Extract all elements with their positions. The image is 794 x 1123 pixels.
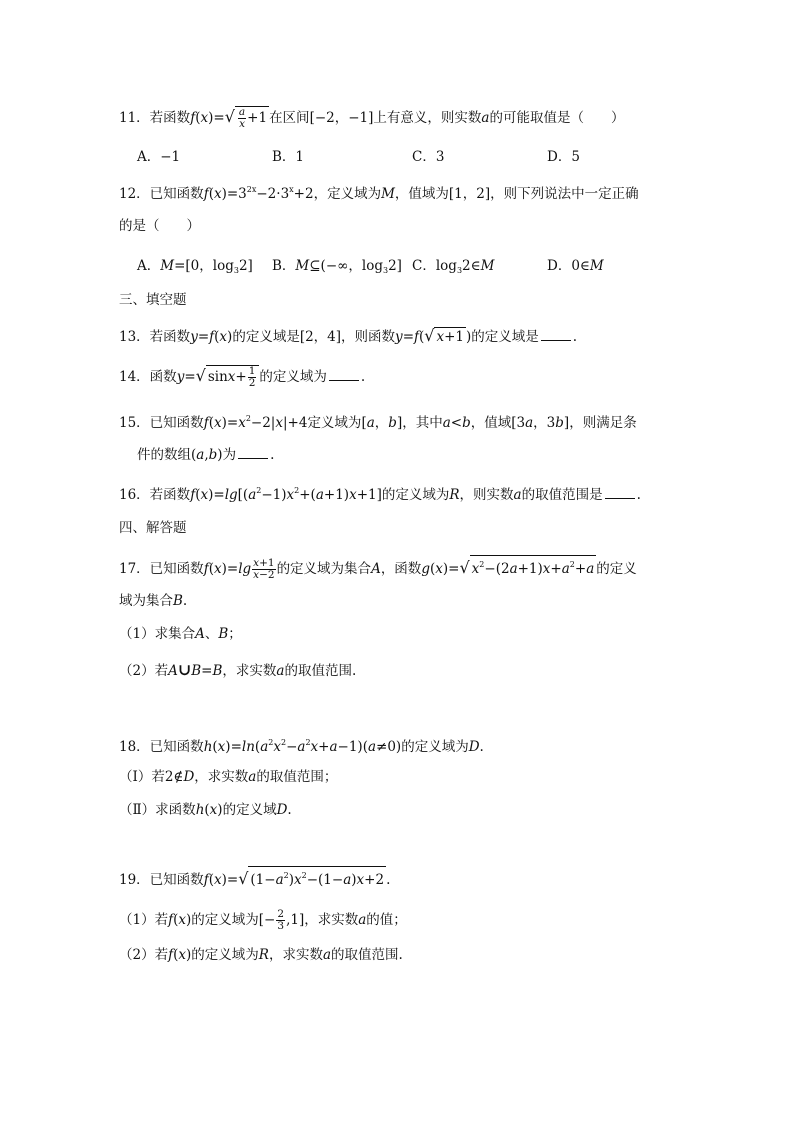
question-16: 16．若函数$f(x)=\lg[(a^2-1)x^2+(a+1)x+1]$的定义域为R，则实数a的取值范围是 . — [119, 486, 641, 503]
q17-text-7: 、 — [204, 626, 219, 642]
q17-text-4: 的定义 — [596, 561, 637, 577]
q15-text-6: 件的数组 — [137, 447, 191, 463]
q18-text-2: 的定义域为 — [401, 739, 469, 755]
q18-text-4: ，求实数 — [194, 769, 249, 785]
q19-text-2: （1）若 — [119, 912, 169, 928]
q14-text-2: 的定义域为 — [259, 369, 327, 385]
q19-part-2: （2）若f(x)的定义域为R，求实数a的取值范围. — [119, 947, 403, 963]
q12-option-b-label: B． — [272, 258, 296, 274]
q17-text-5: 域为集合 — [119, 593, 173, 609]
q11-text-4: 的可能取值是（ ） — [489, 110, 625, 126]
q15-line-2: 件的数组(a,b)为 . — [137, 447, 275, 463]
q19-text-8: ，求实数 — [268, 947, 323, 963]
q11-formula: f — [190, 110, 196, 126]
q17-text-2: 的定义域为集合 — [276, 561, 372, 577]
q15-text-2: 定义域为 — [307, 415, 362, 431]
q18-part-1: （Ⅰ）若2∉D，求实数a的取值范围； — [119, 769, 338, 785]
q15-text: 15．已知函数 — [119, 415, 204, 431]
section-fill-in-heading: 三、填空题 — [119, 292, 187, 308]
q11-option-a: A．−1 — [137, 149, 181, 165]
q19-text: 19．已知函数 — [119, 872, 204, 888]
question-19: 19．已知函数f(x)=√ $(1-a^2)x^2-(1-a)x+2$ . — [119, 866, 390, 889]
q12-text: 12．已知函数 — [119, 186, 204, 202]
q12-option-d-label: D．0∈ — [547, 258, 590, 274]
answer-blank[interactable] — [541, 328, 571, 341]
q18-text-5: 的取值范围； — [256, 769, 338, 785]
q16-text: 16．若函数 — [119, 487, 191, 503]
question-15: 15．已知函数$f(x)=x^2-2|x|+4$定义域为[a，b]，其中a<b，值域[3a，3b]，则满足条 — [119, 414, 637, 431]
q15-text-3: ，其中 — [402, 415, 443, 431]
q15-text-4: ，值域 — [470, 415, 512, 431]
q19-text-3: 的定义域为 — [191, 912, 259, 928]
question-11-stem: 11．若函数f(x)=√ $\frac{a}{x}$ +1 在区间[−2，−1]上有意义，则实数a的可能取值是（ ） — [119, 106, 625, 130]
q18-part-2: （Ⅱ）求函数h(x)的定义域D. — [119, 802, 292, 818]
question-12-stem: 12．已知函数$f(x)=3^{2x}-2\cdot 3^x+2$，定义域为M，值域为[1，2]，则下列说法中一定正确 — [119, 185, 639, 202]
q16-text-3: ，则实数 — [459, 487, 514, 503]
q19-text-6: （2）若 — [119, 947, 169, 963]
q11-option-b: B．1 — [272, 149, 305, 165]
q19-text-4: ，求实数 — [304, 912, 359, 928]
q14-text: 14．函数 — [119, 369, 177, 385]
q17-line-2: 域为集合B. — [119, 593, 188, 609]
q12-line-2: 的是（ ） — [119, 218, 200, 234]
q11-sqrt: √ $\frac{a}{x}$ +1 — [224, 106, 268, 130]
q18-text: 18．已知函数 — [119, 739, 204, 755]
q11-text-3: 上有意义，则实数 — [373, 110, 482, 126]
q12-option-b: B．M⊆(−∞，$\log_32$] — [272, 258, 402, 275]
q17-text-9: ，求实数 — [222, 663, 277, 679]
q15-text-7: 为 — [222, 447, 237, 463]
q17-text-3: ，函数 — [380, 561, 422, 577]
answer-blank[interactable] — [605, 486, 635, 499]
q19-text-9: 的取值范围. — [331, 947, 403, 963]
q17-text: 17．已知函数 — [119, 561, 204, 577]
q12-range: [1，2] — [448, 186, 491, 202]
q13-text-4: 的定义域是 — [471, 329, 539, 345]
q18-text-7: 的定义域 — [222, 802, 277, 818]
q12-option-a: A．M=[0，$\log_32$] — [137, 258, 253, 275]
q13-text: 13．若函数 — [119, 329, 191, 345]
q11-interval: [−2，−1] — [309, 110, 374, 126]
q13-text-3: ，则函数 — [341, 329, 396, 345]
q11-text-2: 在区间 — [269, 110, 310, 126]
q12-option-c: C．$\log_32\in M$ — [412, 258, 495, 275]
q19-text-7: 的定义域为 — [191, 947, 259, 963]
q11-option-c: C．3 — [412, 149, 445, 165]
q16-text-4: 的取值范围是 — [521, 487, 603, 503]
q17-part-2: （2）若A∪B=B，求实数a的取值范围. — [119, 660, 357, 679]
section-answer-heading: 四、解答题 — [119, 520, 187, 536]
question-14: 14．函数y=√ sinx+ $\frac{1}{2}$ 的定义域为 . — [119, 365, 366, 389]
q12-option-d: D．0∈M — [547, 258, 604, 274]
q12-option-c-label: C． — [412, 258, 436, 274]
q11-text: 11．若函数 — [119, 110, 191, 126]
q18-text-6: （Ⅱ）求函数 — [119, 802, 196, 818]
q13-domain: [2，4] — [299, 329, 342, 345]
q16-text-2: 的定义域为 — [381, 487, 450, 503]
q15-text-5: ，则满足条 — [569, 415, 637, 431]
q12-text-2: ，定义域为 — [313, 186, 382, 202]
answer-blank[interactable] — [329, 368, 359, 381]
q19-text-5: 的值； — [366, 912, 407, 928]
q12-text-3: ，值域为 — [394, 186, 449, 202]
question-18: 18．已知函数$h(x)=\ln(a^2x^2-a^2x+a-1)(a\ne 0)$的定义域为D. — [119, 738, 484, 755]
q13-text-2: 的定义域是 — [232, 329, 300, 345]
q18-text-3: （Ⅰ）若 — [119, 769, 165, 785]
q17-text-6: （1）求集合 — [119, 626, 196, 642]
q17-text-8: （2）若 — [119, 663, 169, 679]
q11-option-d: D．5 — [547, 149, 580, 165]
q17-part-1: （1）求集合A、B； — [119, 626, 242, 642]
q17-text-10: 的取值范围. — [284, 663, 357, 679]
q19-part-1: （1）若f(x)的定义域为[− $\frac{2}{3}$ ,1]，求实数a的值； — [119, 908, 407, 932]
question-17: 17．已知函数f(x)=lg $\frac{x+1}{x-2}$ 的定义域为集合A，函数g(x)=√ $x^2-(2a+1)x+a^2+a$ 的定义 — [119, 557, 637, 581]
q12-option-a-label: A． — [137, 258, 161, 274]
answer-blank[interactable] — [238, 446, 268, 459]
question-13: 13．若函数y=f(x)的定义域是[2，4]，则函数y=f(√ x+1 )的定义域是 . — [119, 326, 578, 345]
q12-text-4: ，则下列说法中一定正确 — [490, 186, 639, 202]
